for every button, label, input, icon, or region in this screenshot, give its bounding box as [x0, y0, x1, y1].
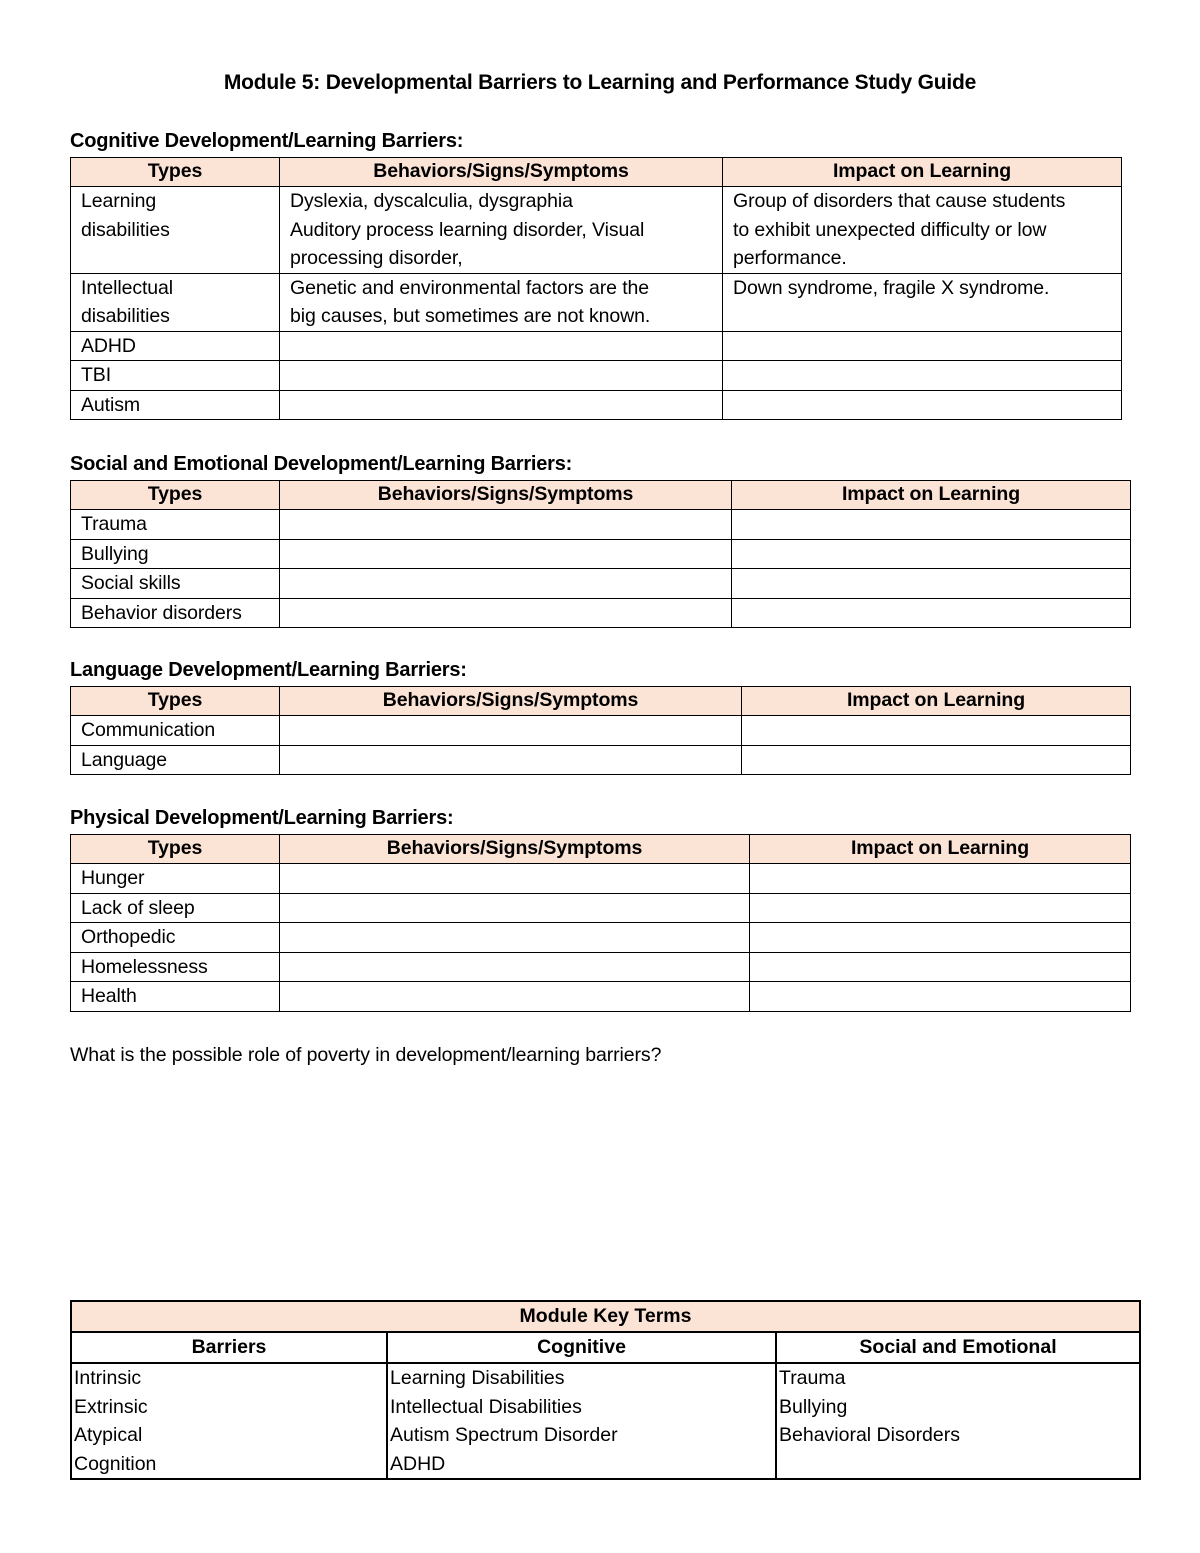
cell-line: to exhibit unexpected difficulty or low — [733, 218, 1047, 241]
type-cell: Hunger — [71, 864, 280, 894]
cell-line: disabilities — [81, 218, 170, 241]
impact-cell[interactable] — [732, 598, 1131, 628]
behaviors-cell[interactable] — [280, 982, 750, 1012]
type-cell: Language — [71, 745, 280, 775]
type-cell — [71, 273, 280, 331]
type-cell — [71, 331, 280, 361]
table-row — [71, 273, 1122, 331]
behaviors-cell[interactable] — [280, 569, 732, 599]
type-cell: Behavior disorders — [71, 598, 280, 628]
table-row — [71, 187, 1122, 274]
impact-cell[interactable] — [742, 716, 1131, 746]
impact-cell[interactable] — [723, 331, 1122, 361]
impact-cell[interactable] — [750, 952, 1131, 982]
cell-line: Dyslexia, dyscalculia, dysgraphia — [290, 190, 573, 212]
cell-line: Autism — [81, 393, 140, 416]
table-row — [71, 864, 1131, 894]
cell-line: Group of disorders that cause students — [733, 190, 1066, 212]
behaviors-cell[interactable] — [280, 598, 732, 628]
table-row — [71, 390, 1122, 420]
key-terms-social-list — [776, 1363, 1140, 1479]
impact-cell[interactable] — [723, 273, 1122, 331]
type-cell — [71, 187, 280, 274]
key-term: Bullying — [779, 1395, 848, 1418]
type-cell: Social skills — [71, 569, 280, 599]
column-header-types: Types — [71, 687, 280, 716]
table-row — [71, 510, 1131, 540]
cognitive-heading: Cognitive Development/Learning Barriers: — [70, 130, 464, 152]
physical-heading: Physical Development/Learning Barriers: — [70, 807, 454, 829]
key-terms-title: Module Key Terms — [71, 1301, 1140, 1332]
key-term: Learning Disabilities — [390, 1367, 565, 1389]
impact-cell[interactable] — [723, 390, 1122, 420]
column-header-types: Types — [71, 158, 280, 187]
language-table — [70, 686, 1131, 775]
behaviors-cell[interactable] — [280, 893, 750, 923]
cognitive-table — [70, 157, 1122, 420]
cell-line: Genetic and environmental factors are the — [290, 276, 650, 299]
table-row — [71, 952, 1131, 982]
impact-cell[interactable] — [750, 923, 1131, 953]
type-cell: Bullying — [71, 539, 280, 569]
type-cell: Homelessness — [71, 952, 280, 982]
table-row — [71, 893, 1131, 923]
table-row — [71, 331, 1122, 361]
cell-line: big causes, but sometimes are not known. — [290, 305, 651, 327]
social-table — [70, 480, 1131, 628]
column-header-impact: Impact on Learning — [742, 687, 1131, 716]
behaviors-cell[interactable] — [280, 273, 723, 331]
table-row — [71, 361, 1122, 391]
key-term: Cognition — [74, 1452, 157, 1475]
key-terms-cognitive-list — [387, 1363, 776, 1479]
table-row — [71, 598, 1131, 628]
impact-cell[interactable] — [742, 745, 1131, 775]
key-terms-header-cognitive: Cognitive — [387, 1332, 776, 1363]
table-row — [71, 716, 1131, 746]
column-header-behaviors: Behaviors/Signs/Symptoms — [280, 687, 742, 716]
column-header-types: Types — [71, 481, 280, 510]
cell-line: Learning — [81, 190, 157, 212]
key-terms-header-barriers: Barriers — [71, 1332, 387, 1363]
behaviors-cell[interactable] — [280, 331, 723, 361]
impact-cell[interactable] — [732, 539, 1131, 569]
impact-cell[interactable] — [732, 510, 1131, 540]
cell-line: disabilities — [81, 305, 170, 327]
cell-line: performance. — [733, 247, 847, 269]
behaviors-cell[interactable] — [280, 361, 723, 391]
behaviors-cell[interactable] — [280, 716, 742, 746]
table-row — [71, 745, 1131, 775]
type-cell: Trauma — [71, 510, 280, 540]
key-term: Intellectual Disabilities — [390, 1395, 582, 1418]
key-term: Extrinsic — [74, 1395, 148, 1418]
column-header-behaviors: Behaviors/Signs/Symptoms — [280, 835, 750, 864]
key-terms-header-social: Social and Emotional — [776, 1332, 1140, 1363]
type-cell: Health — [71, 982, 280, 1012]
type-cell: Lack of sleep — [71, 893, 280, 923]
key-term: ADHD — [390, 1452, 446, 1475]
social-heading: Social and Emotional Development/Learning Barriers: — [70, 453, 573, 475]
column-header-behaviors: Behaviors/Signs/Symptoms — [280, 158, 723, 187]
table-row — [71, 539, 1131, 569]
type-cell — [71, 361, 280, 391]
cell-line: TBI — [81, 364, 112, 386]
cell-line: Intellectual — [81, 276, 174, 299]
key-terms-table — [70, 1300, 1141, 1480]
key-term: Trauma — [779, 1367, 846, 1389]
key-term: Autism Spectrum Disorder — [390, 1424, 618, 1447]
impact-cell[interactable] — [750, 864, 1131, 894]
table-row — [71, 923, 1131, 953]
behaviors-cell[interactable] — [280, 539, 732, 569]
table-row — [71, 569, 1131, 599]
behaviors-cell[interactable] — [280, 923, 750, 953]
poverty-question: What is the possible role of poverty in development/learning barriers? — [70, 1044, 662, 1066]
key-term: Intrinsic — [74, 1367, 142, 1389]
column-header-impact: Impact on Learning — [723, 158, 1122, 187]
type-cell: Orthopedic — [71, 923, 280, 953]
cell-line: processing disorder, — [290, 247, 463, 269]
behaviors-cell[interactable] — [280, 864, 750, 894]
impact-cell[interactable] — [732, 569, 1131, 599]
behaviors-cell[interactable] — [280, 187, 723, 274]
behaviors-cell[interactable] — [280, 390, 723, 420]
type-cell: Communication — [71, 716, 280, 746]
column-header-types: Types — [71, 835, 280, 864]
cell-line: ADHD — [81, 334, 136, 357]
key-term: Atypical — [74, 1424, 143, 1447]
column-header-impact: Impact on Learning — [750, 835, 1131, 864]
key-term: Behavioral Disorders — [779, 1424, 960, 1447]
impact-cell[interactable] — [750, 982, 1131, 1012]
behaviors-cell[interactable] — [280, 510, 732, 540]
cell-line: Down syndrome, fragile X syndrome. — [733, 276, 1050, 299]
impact-cell[interactable] — [723, 361, 1122, 391]
cell-line: Auditory process learning disorder, Visual — [290, 218, 645, 241]
column-header-behaviors: Behaviors/Signs/Symptoms — [280, 481, 732, 510]
table-row — [71, 982, 1131, 1012]
column-header-impact: Impact on Learning — [732, 481, 1131, 510]
behaviors-cell[interactable] — [280, 952, 750, 982]
impact-cell[interactable] — [750, 893, 1131, 923]
page-title: Module 5: Developmental Barriers to Learning and Performance Study Guide — [223, 71, 977, 94]
key-terms-barriers-list — [71, 1363, 387, 1479]
language-heading: Language Development/Learning Barriers: — [70, 659, 467, 681]
impact-cell[interactable] — [723, 187, 1122, 274]
type-cell — [71, 390, 280, 420]
physical-table — [70, 834, 1131, 1012]
behaviors-cell[interactable] — [280, 745, 742, 775]
